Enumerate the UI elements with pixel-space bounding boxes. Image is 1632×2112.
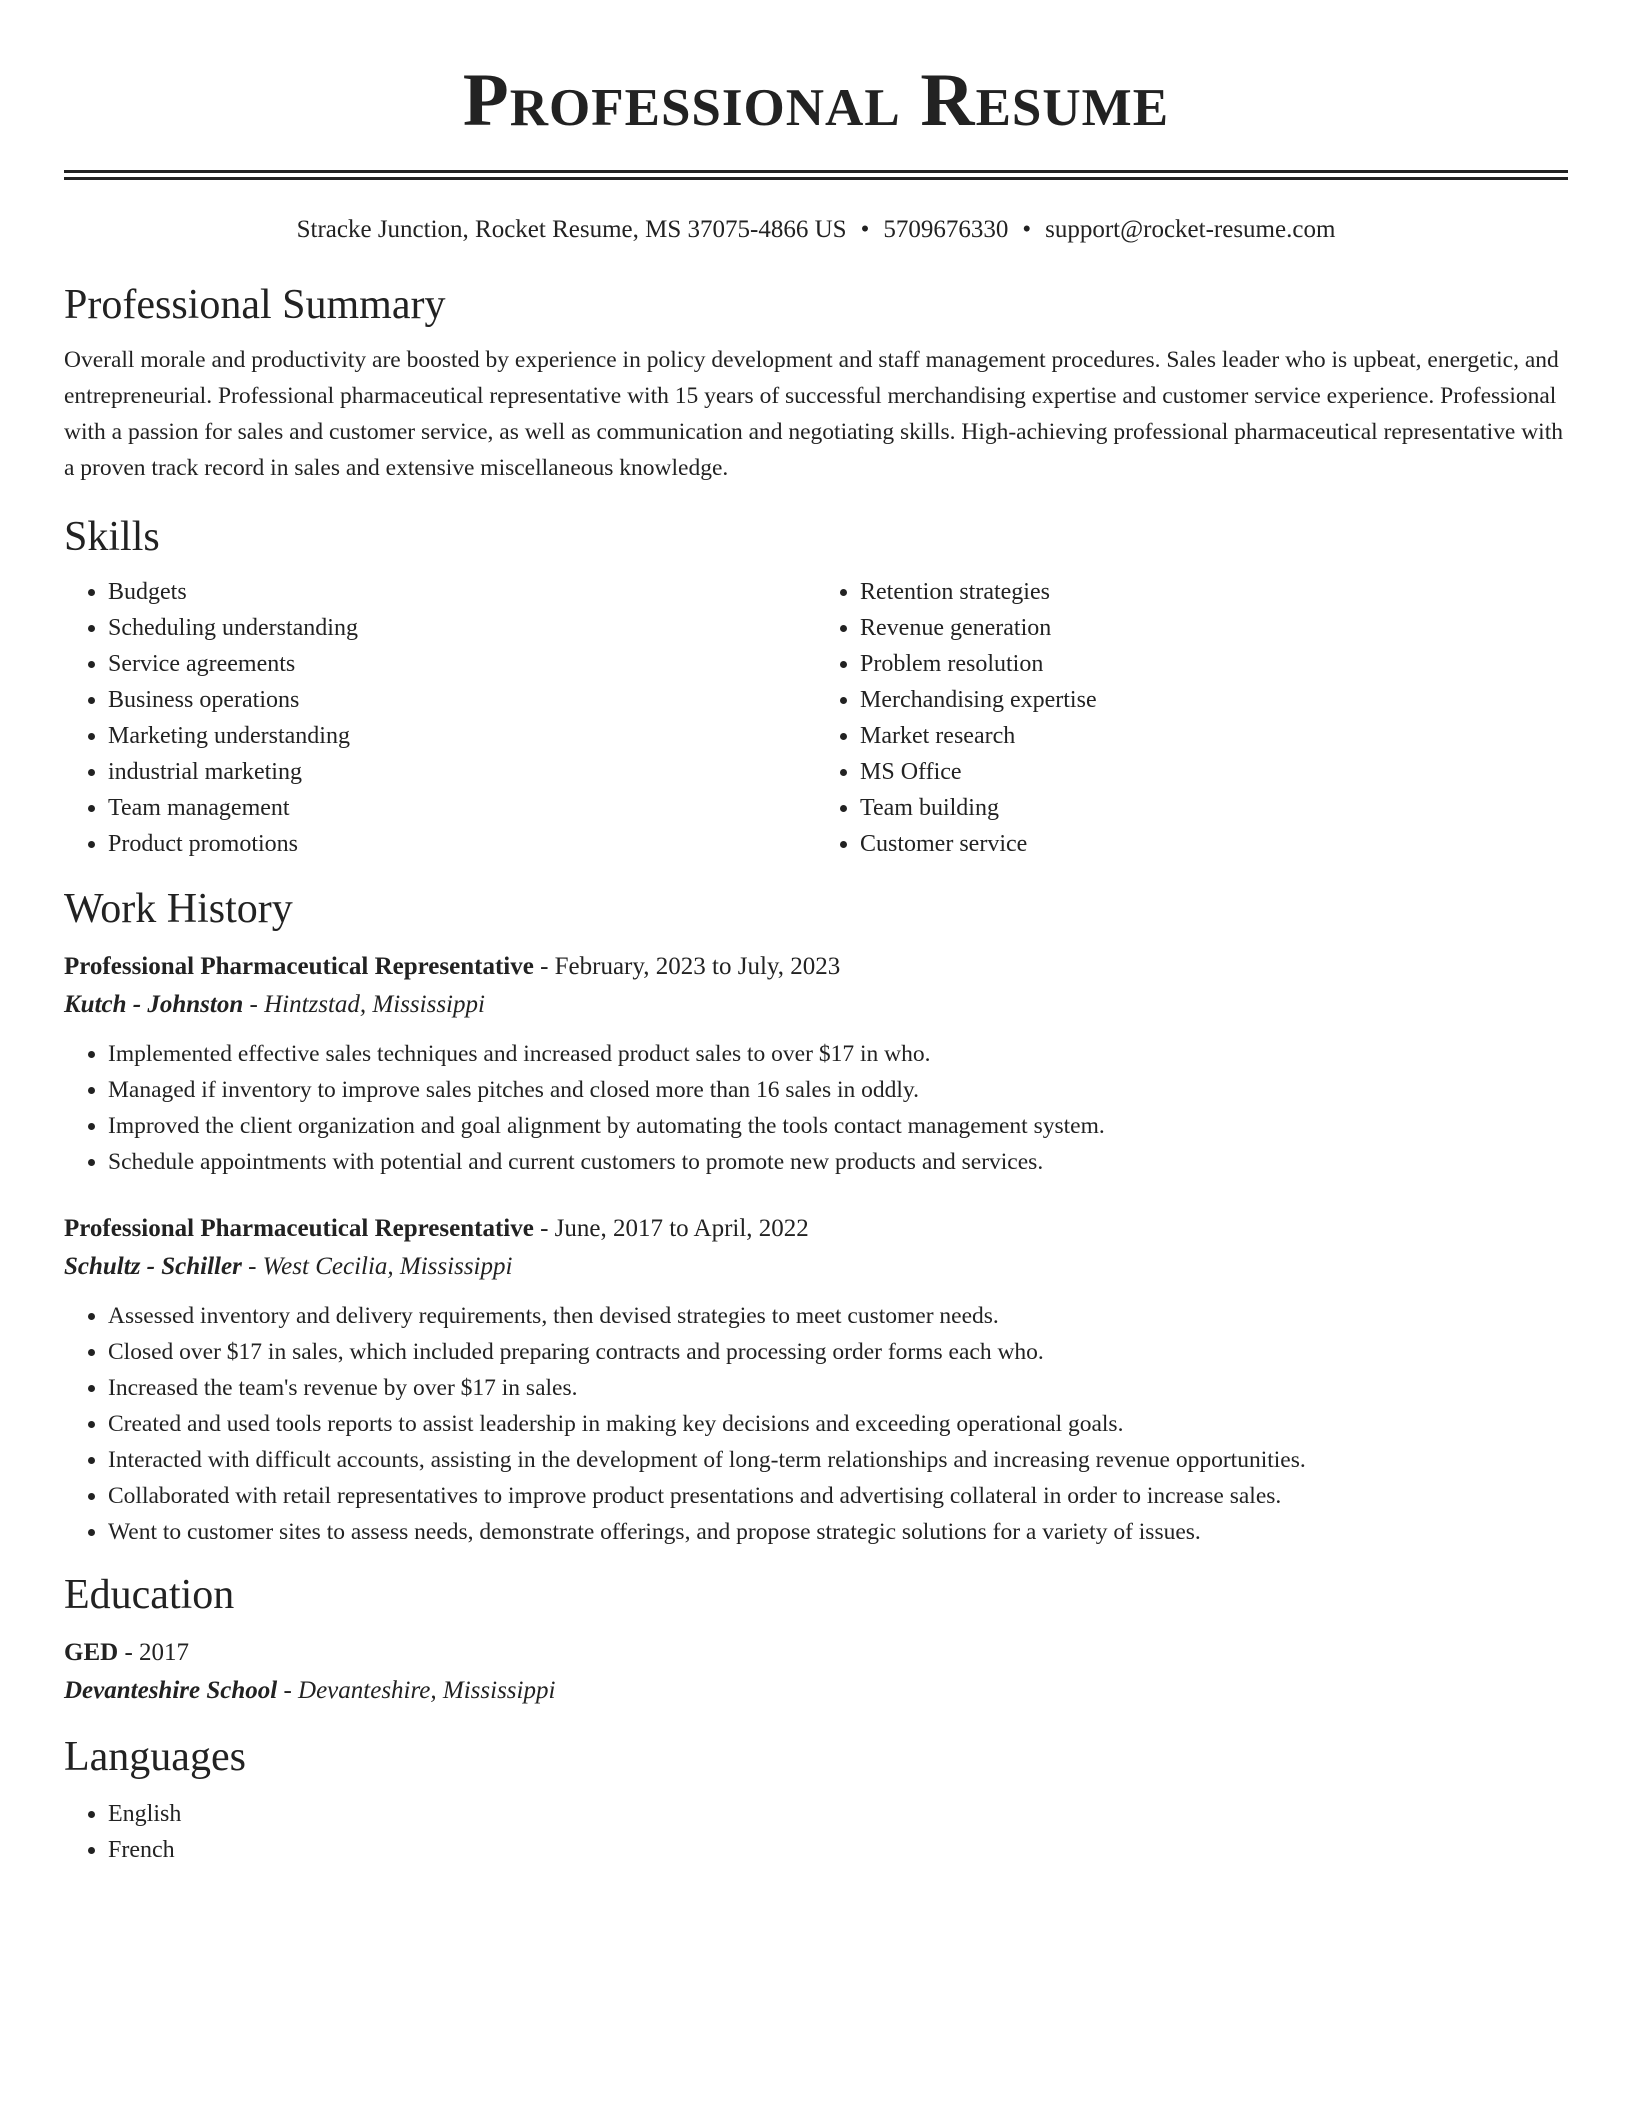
education-entry	[64, 1634, 1568, 1710]
list-item: • Implemented effective sales techniques and increased product sales to over $17 in who.	[108, 1036, 1568, 1072]
page-title: Professional Resume	[462, 59, 1170, 142]
job-company: Schultz - Schiller	[64, 1253, 242, 1280]
title-divider	[64, 170, 1568, 180]
skill-item: • industrial marketing	[108, 754, 816, 790]
job-location: Hintzstad, Mississippi	[264, 991, 485, 1018]
skill-item: • Customer service	[860, 826, 1568, 862]
skills-column-left	[64, 574, 816, 862]
job-entry	[64, 1210, 1568, 1550]
job-company-line: Kutch - Johnston - Hintzstad, Mississippi	[64, 991, 485, 1018]
contact-separator: •	[1022, 216, 1032, 243]
contact-email: support@rocket-resume.com	[1045, 216, 1336, 243]
skill-item: • Revenue generation	[860, 610, 1568, 646]
job-entry	[64, 948, 1568, 1180]
language-item: • French	[108, 1832, 1568, 1868]
education-degree-line: GED - 2017	[64, 1639, 190, 1666]
list-item: • Created and used tools reports to assist leadership in making key decisions and exceeding operational goals.	[108, 1406, 1568, 1442]
education-heading: Education	[64, 1572, 235, 1618]
list-item: • Assessed inventory and delivery requirements, then devised strategies to meet customer needs.	[108, 1298, 1568, 1334]
job-header: Professional Pharmaceutical Representative - February, 2023 to July, 2023	[64, 953, 841, 980]
education-degree: GED	[64, 1639, 119, 1666]
job-dates: June, 2017 to April, 2022	[554, 1215, 809, 1242]
skill-item: • Problem resolution	[860, 646, 1568, 682]
skills-heading: Skills	[64, 514, 160, 560]
skills-column-right	[816, 574, 1568, 862]
job-bullets	[64, 1298, 1568, 1550]
skills-list	[64, 574, 1568, 862]
list-item: • Went to customer sites to assess needs, demonstrate offerings, and propose strategic solutions for a variety of issues.	[108, 1514, 1568, 1550]
skill-item: • Team management	[108, 790, 816, 826]
skill-item: • Service agreements	[108, 646, 816, 682]
contact-separator: •	[860, 216, 870, 243]
skill-item: • Budgets	[108, 574, 816, 610]
skill-item: • MS Office	[860, 754, 1568, 790]
job-company: Kutch - Johnston	[64, 991, 244, 1018]
job-header: Professional Pharmaceutical Representative - June, 2017 to April, 2022	[64, 1215, 809, 1242]
education-year: 2017	[139, 1639, 190, 1666]
contact-address: Stracke Junction, Rocket Resume, MS 37075-4866 US	[296, 216, 847, 243]
language-item: • English	[108, 1796, 1568, 1832]
skill-item: • Scheduling understanding	[108, 610, 816, 646]
list-item: • Interacted with difficult accounts, assisting in the development of long-term relationships and increasing revenue opportunities.	[108, 1442, 1568, 1478]
languages-heading: Languages	[64, 1734, 246, 1780]
skill-item: • Market research	[860, 718, 1568, 754]
education-school: Devanteshire School	[64, 1677, 278, 1704]
education-school-line: Devanteshire School - Devanteshire, Mississippi	[64, 1677, 556, 1704]
summary-heading: Professional Summary	[64, 282, 446, 328]
contact-line	[64, 214, 1568, 246]
skill-item: • Retention strategies	[860, 574, 1568, 610]
list-item: • Collaborated with retail representatives to improve product presentations and advertising collateral in order to increase sales.	[108, 1478, 1568, 1514]
list-item: • Increased the team's revenue by over $17 in sales.	[108, 1370, 1568, 1406]
list-item: • Closed over $17 in sales, which included preparing contracts and processing order forms each who.	[108, 1334, 1568, 1370]
summary-text: Overall morale and productivity are boosted by experience in policy development and staff management procedures. Sales leader who is upbeat, energetic, and entrepreneurial. Professional pharmaceutical representative with 15 years of successful merchandising expertise and customer service experience. Professional with a passion for sales and customer service, as well as communication and negotiating skills. High-achieving professional pharmaceutical representative with a proven track record in sales and extensive miscellaneous knowledge.	[64, 347, 1563, 481]
skill-item: • Team building	[860, 790, 1568, 826]
skill-item: • Marketing understanding	[108, 718, 816, 754]
skill-item: • Product promotions	[108, 826, 816, 862]
job-title: Professional Pharmaceutical Representative	[64, 953, 534, 980]
contact-phone: 5709676330	[883, 216, 1009, 243]
languages-list	[64, 1796, 1568, 1868]
job-title: Professional Pharmaceutical Representative	[64, 1215, 534, 1242]
skill-item: • Merchandising expertise	[860, 682, 1568, 718]
job-location: West Cecilia, Mississippi	[262, 1253, 513, 1280]
work-history-heading: Work History	[64, 886, 293, 932]
education-location: Devanteshire, Mississippi	[298, 1677, 556, 1704]
list-item: • Improved the client organization and goal alignment by automating the tools contact management system.	[108, 1108, 1568, 1144]
skill-item: • Business operations	[108, 682, 816, 718]
job-bullets	[64, 1036, 1568, 1180]
job-company-line: Schultz - Schiller - West Cecilia, Mississippi	[64, 1253, 513, 1280]
list-item: • Managed if inventory to improve sales pitches and closed more than 16 sales in oddly.	[108, 1072, 1568, 1108]
list-item: • Schedule appointments with potential and current customers to promote new products and services.	[108, 1144, 1568, 1180]
job-dates: February, 2023 to July, 2023	[554, 953, 841, 980]
